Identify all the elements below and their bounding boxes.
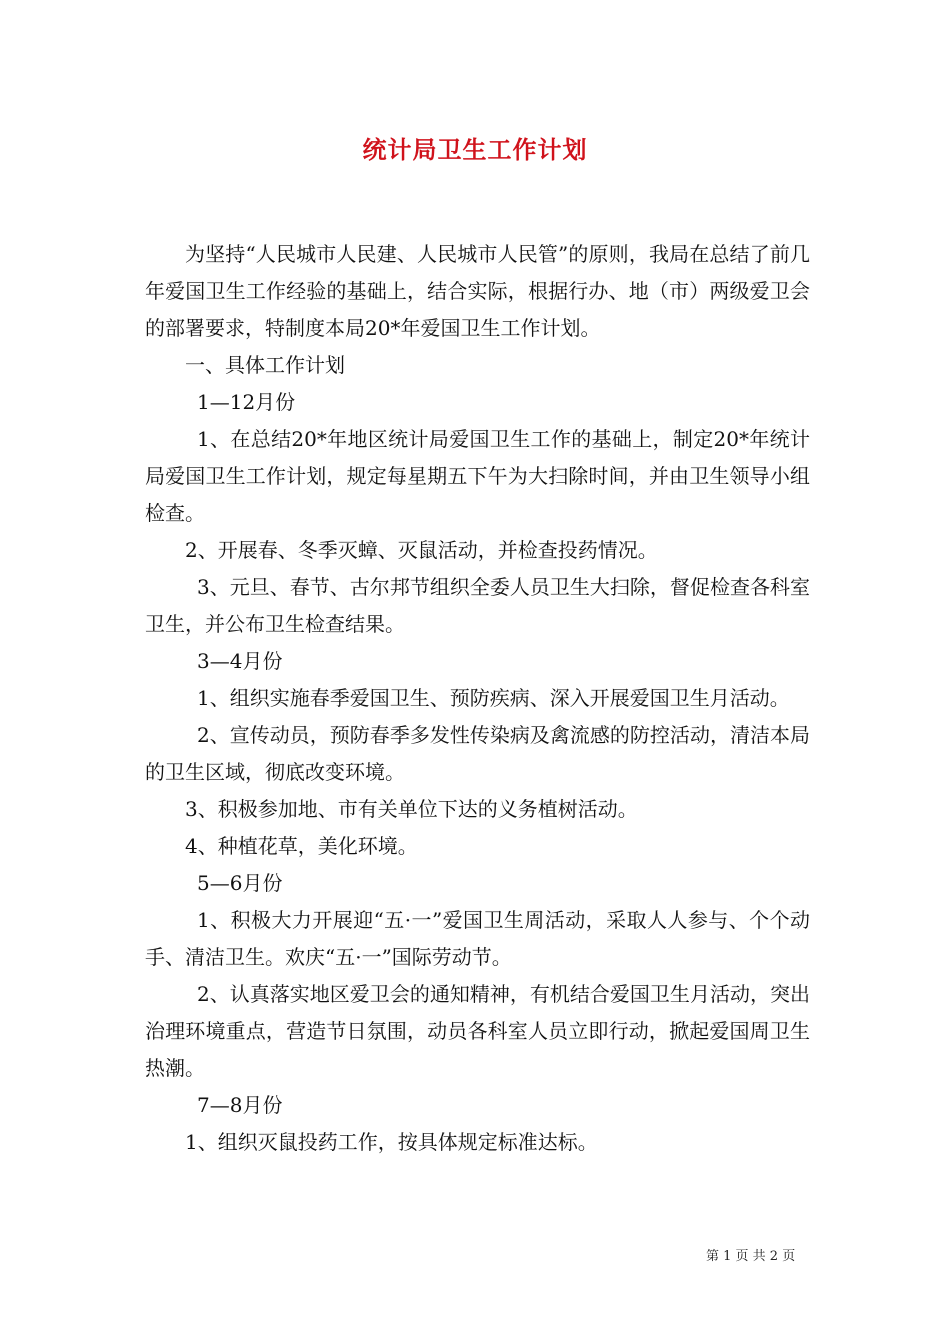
intro-paragraph: 为坚持“人民城市人民建、人民城市人民管”的原则，我局在总结了前几年爱国卫生工作经验的基础上，结合实际，根据行办、地（市）两级爱卫会的部署要求，特制度本局20*年爱国卫生工作计划。 [145, 242, 810, 340]
period-heading: 3—4月份 [197, 649, 283, 673]
plan-item: 1、组织实施春季爱国卫生、预防疾病、深入开展爱国卫生月活动。 [197, 686, 790, 710]
section-heading: 一、具体工作计划 [185, 353, 345, 377]
plan-item: 1、积极大力开展迎“五·一”爱国卫生周活动，采取人人参与、个个动手、清洁卫生。欢庆“五·一”国际劳动节。 [145, 908, 810, 969]
plan-item: 1、组织灭鼠投药工作，按具体规定标准达标。 [185, 1130, 598, 1154]
plan-item: 4、种植花草，美化环境。 [185, 834, 418, 858]
period-heading: 1—12月份 [197, 390, 296, 414]
plan-item: 1、在总结20*年地区统计局爱国卫生工作的基础上，制定20*年统计局爱国卫生工作计划，规定每星期五下午为大扫除时间，并由卫生领导小组检查。 [145, 427, 810, 525]
page-number: 第 1 页 共 2 页 [706, 1249, 796, 1264]
period-heading: 5—6月份 [197, 871, 283, 895]
plan-item: 2、宣传动员，预防春季多发性传染病及禽流感的防控活动，清洁本局的卫生区域，彻底改变环境。 [145, 723, 810, 784]
plan-item: 3、积极参加地、市有关单位下达的义务植树活动。 [185, 797, 638, 821]
period-heading: 7—8月份 [197, 1093, 283, 1117]
plan-item: 2、认真落实地区爱卫会的通知精神，有机结合爱国卫生月活动，突出治理环境重点，营造节日氛围，动员各科室人员立即行动，掀起爱国周卫生热潮。 [145, 982, 810, 1080]
plan-item: 2、开展春、冬季灭蟑、灭鼠活动，并检查投药情况。 [185, 538, 658, 562]
plan-item: 3、元旦、春节、古尔邦节组织全委人员卫生大扫除，督促检查各科室卫生，并公布卫生检查结果。 [145, 575, 810, 636]
document-body [145, 236, 810, 1161]
document-title: 统计局卫生工作计划 [362, 135, 588, 164]
